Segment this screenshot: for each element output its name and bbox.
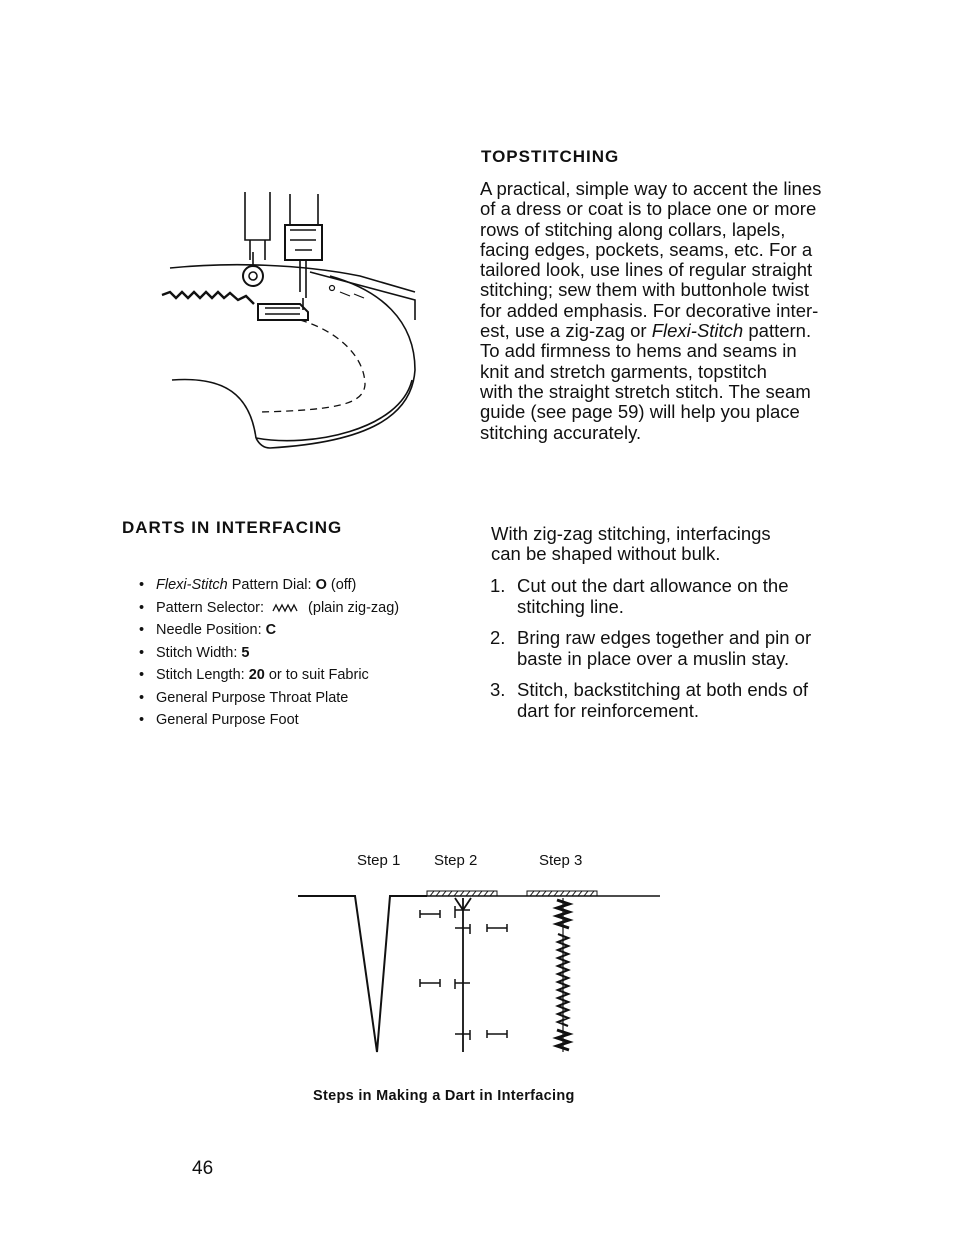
topstitching-line: for added emphasis. For decorative inter- (480, 299, 819, 321)
bullet-icon: • (139, 712, 145, 728)
topstitching-line: est, use a zig-zag or (480, 320, 647, 342)
bullet-icon: • (139, 577, 145, 593)
topstitching-line: of a dress or coat is to place one or more (480, 198, 817, 220)
bullet-icon: • (139, 644, 145, 661)
topstitching-line: To add firmness to hems and seams in (480, 340, 797, 362)
setting-value: 5 (241, 644, 250, 661)
setting-label: Stitch Length: (156, 667, 249, 683)
setting-label: Stitch Width: (156, 644, 242, 661)
setting-value: 20 (248, 667, 265, 683)
setting-pattern-dial (139, 574, 479, 597)
setting-suffix: Pattern Dial: (227, 577, 316, 593)
topstitching-line: with the straight stretch stitch. The seam (480, 380, 811, 402)
step-text: Cut out the dart allowance on the stitching line. (517, 575, 789, 617)
setting-label: General Purpose Foot (156, 712, 299, 728)
step-number: 3. (490, 679, 506, 700)
bullet-icon: • (139, 689, 145, 706)
step-text: Bring raw edges together and pin or baste in place over a muslin stay. (517, 627, 812, 669)
step-1-dart-outline (298, 896, 427, 1052)
darts-intro (491, 524, 831, 565)
setting-throat-plate (139, 687, 479, 710)
dart-steps-diagram (295, 880, 665, 1060)
topstitching-line: knit and stretch garments, topstitch (480, 360, 767, 382)
topstitching-line: facing edges, pockets, seams, etc. For a (480, 238, 813, 260)
topstitching-line: tailored look, use lines of regular straight (480, 259, 813, 281)
setting-label: Pattern Selector: (156, 599, 269, 616)
bullet-icon: • (139, 599, 145, 616)
step-1-label: Step 1 (357, 852, 401, 869)
setting-pattern-selector (139, 597, 479, 620)
machine-settings-list (139, 574, 479, 732)
topstitching-paragraph (480, 179, 848, 443)
topstitching-line-flexi (480, 321, 848, 341)
topstitching-heading: TOPSTITCHING (481, 147, 620, 166)
flexi-stitch-term: Flexi-Stitch (651, 320, 744, 342)
setting-label: Flexi-Stitch (156, 577, 228, 593)
zig-zag-pattern-icon (272, 603, 298, 613)
topstitching-line: rows of stitching along collars, lapels, (480, 218, 786, 240)
topstitching-illustration (150, 180, 450, 470)
setting-label: General Purpose Throat Plate (156, 689, 349, 706)
setting-needle-position (139, 619, 479, 642)
topstitching-line: guide (see page 59) will help you place (480, 401, 800, 423)
setting-note: or to suit Fabric (264, 667, 369, 683)
setting-stitch-width (139, 642, 479, 665)
figure-caption: Steps in Making a Dart in Interfacing (313, 1088, 575, 1104)
dart-step-3 (490, 680, 814, 721)
darts-heading: DARTS IN INTERFACING (122, 518, 343, 537)
bullet-icon: • (139, 622, 145, 638)
dart-step-2 (490, 628, 814, 669)
topstitching-line: A practical, simple way to accent the lines (480, 178, 822, 199)
darts-intro-line: With zig-zag stitching, interfacings (491, 523, 771, 544)
dart-steps-list (490, 576, 814, 732)
setting-note: (off) (326, 577, 357, 593)
setting-foot (139, 709, 479, 732)
step-text: Stitch, backstitching at both ends of dart for reinforcement. (517, 679, 809, 721)
setting-stitch-length (139, 664, 479, 687)
dart-step-1 (490, 576, 814, 617)
setting-label: Needle Position: (156, 622, 266, 638)
step-number: 2. (490, 627, 506, 648)
topstitching-line: stitching; sew them with buttonhole twist (480, 279, 810, 301)
bullet-icon: • (139, 667, 145, 683)
darts-intro-line: can be shaped without bulk. (491, 543, 721, 565)
step-number: 1. (490, 575, 506, 596)
setting-value: O (315, 577, 327, 593)
topstitching-line: stitching accurately. (480, 421, 642, 443)
step-2-label: Step 2 (434, 852, 478, 869)
step-3-label: Step 3 (539, 852, 583, 869)
setting-note: (plain zig-zag) (304, 599, 400, 616)
page-number: 46 (192, 1158, 214, 1179)
topstitching-line: pattern. (748, 320, 812, 342)
setting-value: C (265, 622, 277, 638)
